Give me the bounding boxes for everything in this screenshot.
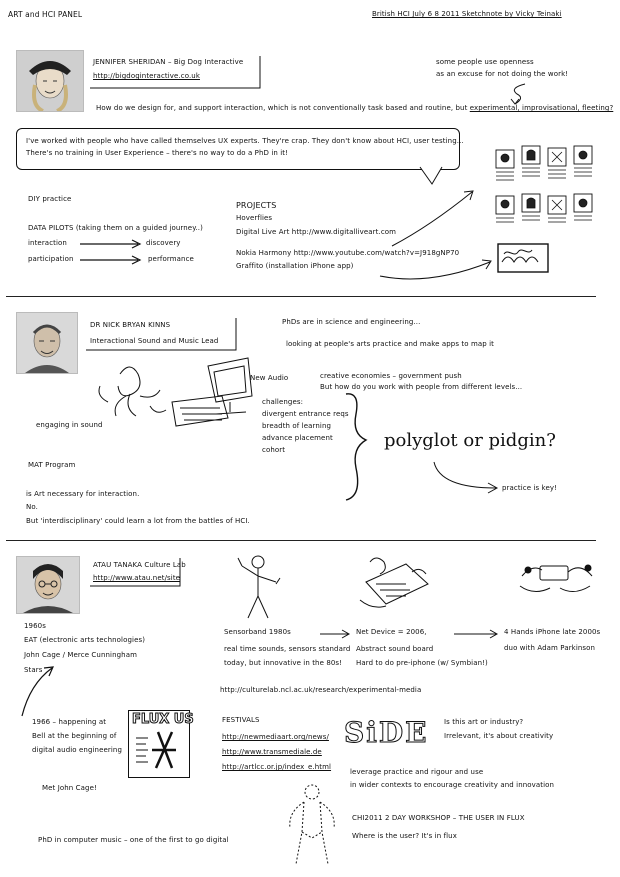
nick-photo	[16, 312, 78, 374]
met-john-cage: Met John Cage!	[42, 784, 97, 792]
bell-line: digital audio engineering	[32, 746, 122, 754]
nick-name-box	[84, 316, 244, 356]
practice-key: practice is key!	[502, 484, 558, 492]
atau-photo	[16, 556, 80, 614]
leverage-line: in wider contexts to encourage creativity and innovation	[350, 781, 555, 789]
atau-name-box	[88, 556, 188, 590]
challenge-item: breadth of learning	[262, 422, 332, 430]
squiggle-arrow-icon	[505, 82, 535, 106]
fluxus-title: FLUX US	[132, 712, 194, 727]
sensorband-line: today, but innovative in the 80s!	[224, 659, 343, 667]
answer-no: No.	[26, 503, 38, 511]
bell-line: Bell at the beginning of	[32, 732, 117, 740]
sensorband-performer-sketch	[228, 552, 288, 622]
participation-label: participation	[28, 255, 74, 263]
header-left: ART and HCI PANEL	[8, 10, 83, 19]
quote-line-1: I've worked with people who have called themselves UX experts. They're crap. They don't know about HCI, user testing...	[26, 137, 464, 145]
projects-title: PROJECTS	[236, 201, 277, 210]
netdevice-title: Net Device = 2006,	[356, 628, 427, 636]
dashed-user-figure-icon	[282, 782, 342, 868]
curly-brace-icon	[340, 388, 376, 504]
netdevice-line: Hard to do pre-iphone (w/ Symbian!)	[356, 659, 488, 667]
project-item: Nokia Harmony http://www.youtube.com/watch?v=J918gNP70	[236, 249, 460, 257]
bubble-tail	[418, 166, 452, 188]
festival-link[interactable]: http://artlcc.or.jp/index_e.html	[222, 763, 332, 771]
four-hands-sketch	[510, 552, 600, 604]
culturelab-url[interactable]: http://culturelab.ncl.ac.uk/research/experimental-media	[220, 686, 422, 694]
workshop-title: CHI2011 2 DAY WORKSHOP – THE USER IN FLUX	[352, 814, 525, 822]
phd-science: PhDs are in science and engineering...	[282, 318, 421, 326]
interaction-label: interaction	[28, 239, 67, 247]
history-item: John Cage / Merce Cunningham	[24, 651, 137, 659]
interdisciplinary: But 'interdisciplinary' could learn a lot from the battles of HCI.	[26, 517, 250, 525]
netdevice-line: Abstract sound board	[356, 645, 434, 653]
history-arrow	[16, 660, 66, 720]
performance-label: performance	[148, 255, 194, 263]
atau-portrait-icon	[17, 557, 79, 613]
app-screens-sketch	[494, 144, 604, 240]
project-item: Digital Live Art http://www.digitalliveart.com	[236, 228, 397, 236]
arrow-icon	[452, 628, 504, 640]
leverage-line: leverage practice and rigour and use	[350, 768, 484, 776]
festival-link[interactable]: http://newmediaart.org/news/	[222, 733, 329, 741]
four-hands-title: 4 Hands iPhone late 2000s	[504, 628, 601, 636]
netdevice-sketch	[356, 552, 436, 614]
polyglot-heading: polyglot or pidgin?	[384, 430, 556, 451]
divider-1	[6, 296, 596, 297]
jennifer-name: JENNIFER SHERIDAN – Big Dog Interactive	[93, 58, 244, 66]
art-necessary: is Art necessary for interaction.	[26, 490, 140, 498]
history-item: Stars	[24, 666, 43, 674]
challenge-item: divergent entrance reqs	[262, 410, 349, 418]
sound-setup-sketch	[80, 356, 260, 432]
projects-arrows	[340, 186, 500, 286]
phd-computer-music: PhD in computer music – one of the first to go digital	[38, 836, 229, 844]
mat-program: MAT Program	[28, 461, 76, 469]
openness-note-2: as an excuse for not doing the work!	[436, 70, 569, 78]
divider-2	[6, 540, 596, 541]
project-item: Hoverflies	[236, 214, 273, 222]
creative-economies: creative economies – government push	[320, 372, 462, 380]
nick-name: DR NICK BRYAN KINNS	[90, 321, 171, 329]
looking-apps: looking at people's arts practice and make apps to map it	[286, 340, 495, 348]
nick-role: Interactional Sound and Music Lead	[90, 337, 219, 345]
jennifer-photo	[16, 50, 84, 112]
header-right: British HCI July 6 8 2011 Sketchnote by Vicky Teinaki	[372, 10, 562, 18]
sensorband-line: real time sounds, sensors standard	[224, 645, 351, 653]
data-pilots: DATA PILOTS (taking them on a guided journey..)	[28, 224, 203, 232]
arrow-icon	[318, 628, 354, 640]
atau-url[interactable]: http://www.atau.net/site	[93, 574, 181, 582]
irrelevant: Irrelevant, it's about creativity	[444, 732, 554, 740]
jennifer-name-box	[88, 52, 268, 92]
design-question-main: How do we design for, and support interaction, which is not conventionally task based and routine, but	[96, 104, 468, 112]
festival-link[interactable]: http://www.transmediale.de	[222, 748, 322, 756]
jennifer-url[interactable]: http://bigdoginteractive.co.uk	[93, 72, 200, 80]
but-how: But how do you work with people from different levels...	[320, 383, 523, 391]
polyglot-arrow	[430, 458, 510, 498]
design-question-tail: experimental, improvisational, fleeting?	[469, 104, 614, 112]
design-question	[96, 104, 613, 113]
discovery-label: discovery	[146, 239, 181, 247]
art-or-industry: Is this art or industry?	[444, 718, 524, 726]
diy-practice: DIY practice	[28, 195, 72, 203]
quote-line-2: There's no training in User Experience – there's no way to do a PhD in it!	[26, 149, 289, 157]
challenge-item: advance placement	[262, 434, 333, 442]
nick-portrait-icon	[17, 313, 77, 373]
flow-arrows-icon	[78, 238, 148, 268]
challenge-item: cohort	[262, 446, 286, 454]
challenge-item: challenges:	[262, 398, 304, 406]
atau-name: ATAU TANAKA Culture Lab	[93, 561, 186, 569]
sensorband-title: Sensorband 1980s	[224, 628, 291, 636]
jennifer-portrait-icon	[17, 51, 83, 111]
four-hands-duo: duo with Adam Parkinson	[504, 644, 596, 652]
festivals-title: FESTIVALS	[222, 716, 260, 724]
new-audio: New Audio	[250, 374, 289, 382]
fluxus-figure-icon	[132, 728, 186, 772]
history-item: EAT (electronic arts technologies)	[24, 636, 146, 644]
openness-note: some people use openness	[436, 58, 534, 66]
graffito-sketch	[496, 242, 552, 276]
project-item: Graffito (installation iPhone app)	[236, 262, 354, 270]
bell-line: 1966 – happening at	[32, 718, 107, 726]
side-logo: SiDE	[344, 716, 429, 749]
where-user: Where is the user? It's in flux	[352, 832, 457, 840]
history-item: 1960s	[24, 622, 46, 630]
engaging-sound: engaging in sound	[36, 421, 103, 429]
